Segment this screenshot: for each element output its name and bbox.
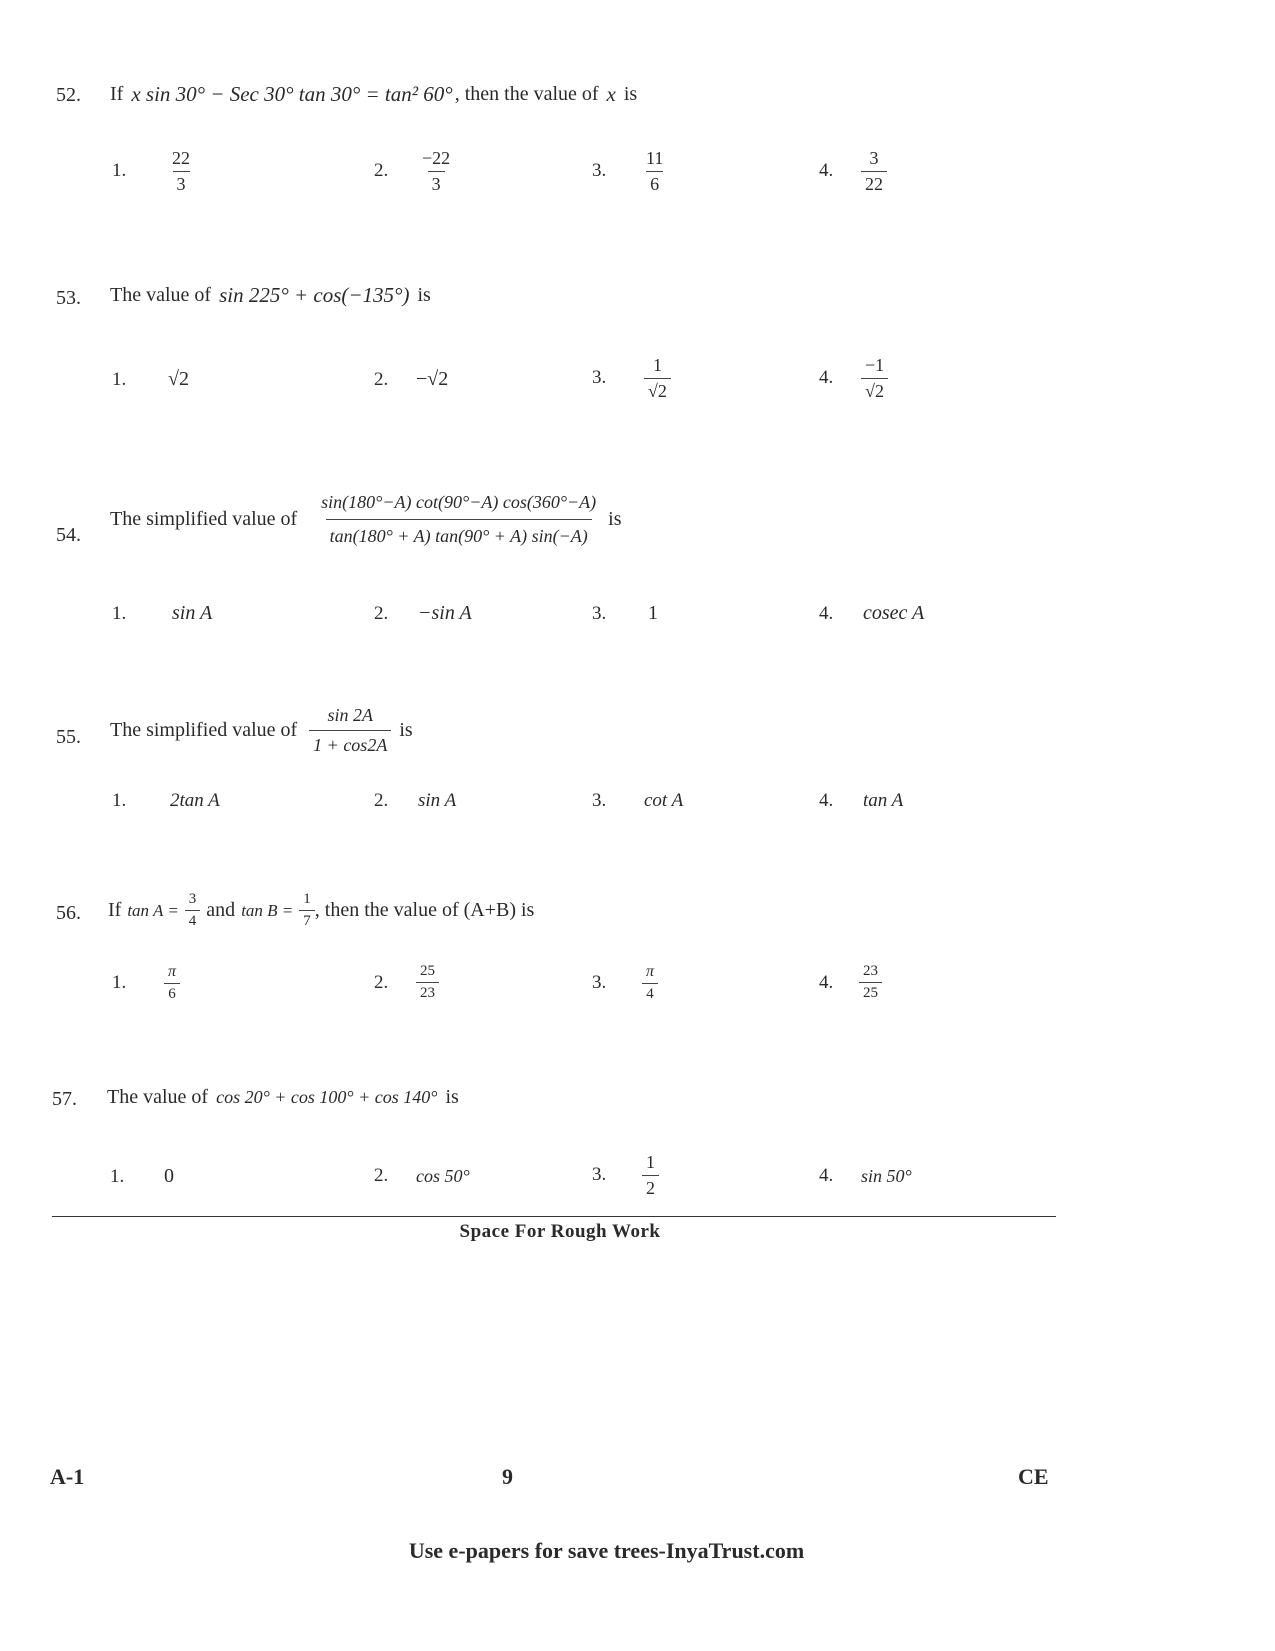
question-text: The simplified value of $\frac{\sin(180^\circ-A) \cot(90^\circ-A) \cos(360^\circ-A)}{\tan(180^\circ + A) \tan(90^\circ + A) \sin(-A)}$ is (110, 492, 622, 546)
option-4: 4. $\frac{3}{22}$ (819, 148, 887, 194)
fraction: $\frac{3}{4}$ (185, 891, 201, 931)
footer-banner: Use e-papers for save trees-InyaTrust.com (408, 1538, 805, 1563)
option-3: 3. $\frac{\pi}{4}$ (592, 963, 658, 1004)
fraction: $\frac{-1}{√2}$ (861, 355, 888, 401)
page-number: 9 (502, 1464, 513, 1489)
option-2: 2. cos 50° (374, 1165, 470, 1186)
question-text: If tan A = $\frac{3}{4}$ and tan B = $\frac{1}{7}$ , then the value of (A+B) is (108, 891, 535, 930)
question-text: The value of cos 20° + cos 100° + cos 140° is (107, 1086, 459, 1108)
fraction: $\frac{\pi}{6}$ (164, 963, 180, 1004)
option-2: 2. $\frac{-22}{3}$ (374, 148, 454, 194)
option-1: 1. sin A (112, 602, 213, 624)
question-number: 52. (56, 84, 81, 106)
question-text: If x sin 30° − Sec 30° tan 30° = tan² 60° , then the value of x is (110, 82, 638, 106)
option-3: 3. cot A (592, 790, 684, 811)
option-3: 3. $\frac{11}{6}$ (592, 148, 667, 194)
fraction-expression: $\frac{\sin 2A}{1 + \cos 2A}$ (309, 705, 391, 755)
option-2: 2. −√2 (374, 368, 449, 390)
rough-work-label: Space For Rough Work (459, 1221, 661, 1242)
option-4: 4. $\frac{23}{25}$ (819, 963, 882, 1003)
option-1: 1. 2tan A (112, 790, 220, 811)
equation: cos 20° + cos 100° + cos 140° (216, 1087, 438, 1107)
footer-code: A-1 (50, 1464, 85, 1489)
question-number: 53. (56, 287, 81, 309)
option-4: 4. cosec A (819, 602, 925, 624)
question-number: 57. (52, 1088, 77, 1110)
fraction: $\frac{11}{6}$ (646, 148, 664, 194)
equation: sin 225° + cos(−135°) (219, 283, 410, 307)
option-4: 4. $\frac{-1}{√2}$ (819, 355, 888, 401)
option-3: 3. $\frac{1}{√2}$ (592, 355, 671, 401)
divider-line (52, 1216, 1056, 1217)
fraction: $\frac{22}{3}$ (172, 148, 190, 194)
question-text: The simplified value of $\frac{\sin 2A}{1 + \cos 2A}$ is (110, 705, 413, 755)
footer-subject: CE (1018, 1464, 1049, 1489)
question-number: 54. (56, 524, 81, 546)
option-1: 1. $\frac{\pi}{6}$ (112, 963, 180, 1004)
option-2: 2. sin A (374, 790, 457, 811)
option-1: 1. √2 (112, 368, 189, 390)
option-3: 3. 1 (592, 602, 658, 624)
fraction: $\frac{1}{√2}$ (644, 355, 671, 401)
fraction: $\frac{1}{2}$ (642, 1152, 659, 1198)
fraction: $\frac{23}{25}$ (859, 963, 882, 1003)
option-4: 4. sin 50° (819, 1165, 912, 1186)
fraction: $\frac{-22}{3}$ (422, 148, 451, 194)
option-4: 4. tan A (819, 790, 904, 811)
option-2: 2. $\frac{25}{23}$ (374, 963, 439, 1003)
question-number: 55. (56, 726, 81, 748)
question-number: 56. (56, 902, 81, 924)
fraction: $\frac{\pi}{4}$ (642, 963, 658, 1004)
equation: x sin 30° − Sec 30° tan 30° = tan² 60° (131, 82, 453, 106)
option-1: 1. 0 (110, 1165, 174, 1187)
question-text: The value of sin 225° + cos(−135°) is (110, 283, 431, 307)
fraction: $\frac{1}{7}$ (299, 891, 315, 931)
option-1: 1. $\frac{22}{3}$ (112, 148, 194, 194)
option-3: 3. $\frac{1}{2}$ (592, 1152, 659, 1198)
fraction-expression: $\frac{\sin(180^\circ-A) \cot(90^\circ-A) \cos(360^\circ-A)}{\tan(180^\circ + A) \tan(90^\circ + A) \sin(-A)}$ (321, 492, 597, 546)
fraction: $\frac{25}{23}$ (416, 963, 439, 1003)
fraction: $\frac{3}{22}$ (861, 148, 887, 194)
option-2: 2. −sin A (374, 602, 472, 624)
